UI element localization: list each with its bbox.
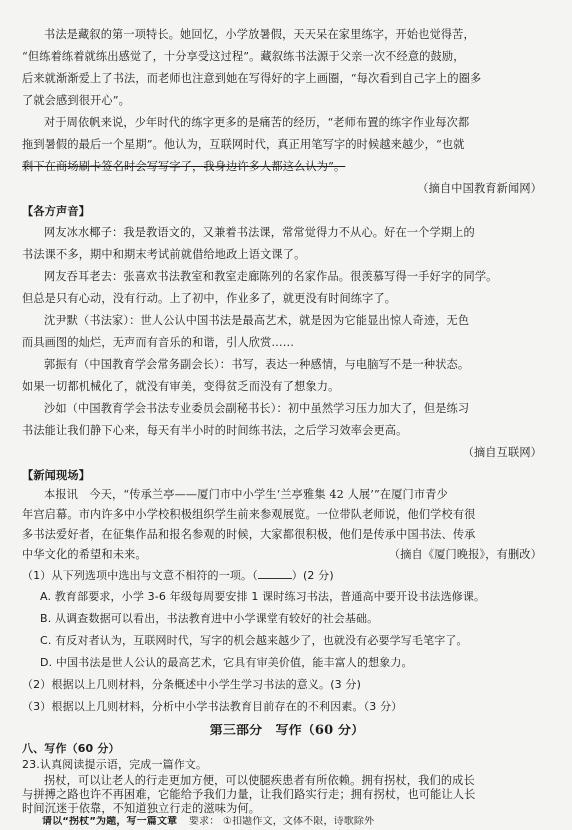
- article-line: “但练着练着就练出感觉了，十分享受这过程”。藏叙练书法源于父亲一次不经意的鼓励，: [22, 50, 465, 63]
- requirements-label: 要求：: [188, 816, 220, 827]
- part-3-title: 第三部分 写作（60 分）: [209, 724, 365, 738]
- source-note: （摘自中国教育新闻网）: [417, 182, 542, 195]
- prompt-line: 拐杖，可以让老人的行走更加方便，可以使腿疾患者有所依赖。拥有拐杖，我们的成长: [44, 774, 475, 787]
- question-1-text: （1）从下列选项中选出与文意不相符的一项。（: [22, 569, 258, 582]
- source-note: （摘自互联网）: [462, 446, 542, 459]
- article-line: 对于周依帆来说，少年时代的练字更多的是痛苦的经历，“老师布置的练字作业每次都: [44, 116, 470, 129]
- question-23: 23.认真阅读提示语，完成一篇作文。: [22, 758, 208, 771]
- option-d: D. 中国书法是世人公认的最高艺术，它具有审美价值，能丰富人的想象力。: [40, 656, 413, 669]
- news-line: 多书法爱好者，在征集作品和报名参观的时候，大家都很积极，他们是传承中国书法、传承: [22, 528, 476, 541]
- option-b: B. 从调查数据可以看出，书法教育进中小学课堂有较好的社会基础。: [40, 612, 379, 625]
- news-line: 年宫启幕。市内许多中小学校积极组织学生前来参观展览。一位带队老师说，他们学校有很: [22, 508, 476, 521]
- requirement-1: ①扣题作文，文体不限，诗歌除外: [222, 816, 375, 827]
- article-line: 后来就渐渐爱上了书法，而老师也注意到她在写得好的字上画圈，“每次看到自己字上的圈多: [22, 72, 482, 85]
- question-3: （3）根据以上几则材料，分析中小学书法教育目前存在的不利因素。（3 分）: [22, 700, 403, 713]
- section-writing: 八、写作（60 分）: [22, 742, 120, 755]
- prompt-line: 时间沉迷于依靠，不知道独立行走的滋味为何。: [22, 802, 261, 815]
- question-2: （2）根据以上几则材料，分条概述中小学生学习书法的意义。(3 分): [22, 678, 362, 691]
- section-heading-news: 【新闻现场】: [22, 468, 91, 482]
- voice-line: 书法能让我们静下心来，每天有半小时的时间练书法，之后学习效率会更高。: [22, 424, 408, 437]
- essay-task-text: 请以“拐杖”为题，写一篇文章: [42, 816, 178, 827]
- section-heading-voices: 【各方声音】: [22, 204, 91, 218]
- article-line-struck: 剩下在商场刷卡签名时会写写字了，我身边许多人都这么认为”。: [22, 160, 346, 173]
- voice-line: 如果一切都机械化了，就没有审美，变得贫乏而没有了想象力。: [22, 380, 340, 393]
- option-a: A. 教育部要求，小学 3-6 年级每周要安排 1 课时练习书法，普通高中要开设书法选修课。: [40, 590, 486, 603]
- requirement-2: [330, 818, 331, 819]
- article-line: 书法是藏叙的第一项特长。她回忆，小学放暑假，天天呆在家里练字，开始也觉得苦，: [44, 28, 475, 41]
- article-line: 拖到暑假的最后一个星期”。他认为，互联网时代，真正用笔写字的时候越来越少，“也就: [22, 138, 465, 151]
- option-c: C. 有反对者认为，互联网时代，写字的机会越来越少了，也就没有必要学写毛笔字了。: [40, 634, 468, 647]
- question-1: [22, 568, 552, 583]
- requirement-3: [332, 818, 333, 819]
- voice-line: 而具画图的灿烂，无声而有音乐的和谐，引人欣赏……: [22, 336, 295, 349]
- source-note: （摘自《厦门晚报》，有删改）: [388, 548, 542, 561]
- essay-task: [42, 816, 572, 828]
- article-line: 了就会感到很开心”。: [22, 94, 130, 107]
- question-1-points: ）(2 分): [291, 569, 334, 582]
- voice-line: 网友冰水椰子：我是教语文的，又兼着书法课，常常觉得力不从心。好在一个学期上的: [44, 226, 475, 239]
- voice-line: 郭振有（中国教育学会常务副会长）：书写，表达一种感情，与电脑写不是一种状态。: [44, 358, 470, 371]
- prompt-line: 与拼搏之路也许不再困难，它能给予我们力量，让我们路实行走；拥有拐杖，也可能让人长: [22, 788, 476, 801]
- news-line: 中华文化的希望和未来。: [22, 548, 147, 561]
- voice-line: 沈尹默（书法家）：世人公认中国书法是最高艺术，就是因为它能显出惊人奇迹，无色: [44, 314, 470, 327]
- voice-line: 书法课不多，期中和期末考试前就借给地政上语文课了。: [22, 248, 306, 261]
- voice-line: 沙如（中国教育学会书法专业委员会副秘书长）：初中虽然学习压力加大了，但是练习: [44, 402, 470, 415]
- news-line: 本报讯 今天，“传承兰亭——厦门市中小学生‘兰亭雅集 42 人展’”在厦门市青少: [44, 488, 448, 501]
- voice-line: 网友吞耳老去：张喜欢书法教室和教室走廊陈列的名家作品。很羡慕写得一手好字的同学。: [44, 270, 498, 283]
- voice-line: 但总是只有心动，没有行动。上了初中，作业多了，就更没有时间练字了。: [22, 292, 397, 305]
- answer-blank[interactable]: [258, 568, 292, 579]
